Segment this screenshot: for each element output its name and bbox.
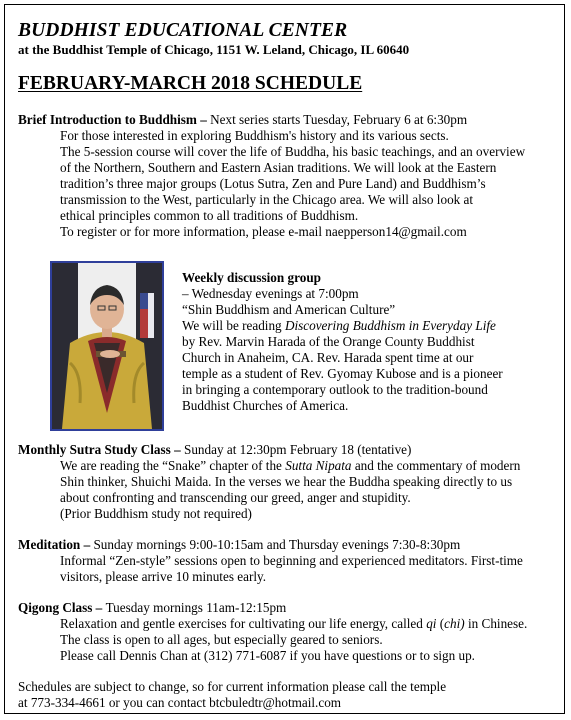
qigong-title: Qigong Class – [18,600,106,615]
qigong-line: The class is open to all ages, but especially geared to seniors. [60,632,383,647]
meditation-line: Informal “Zen-style” sessions open to beginning and experienced meditators. First-time [60,553,523,568]
intro-line: To register or for more information, please e-mail naepperson14@gmail.com [60,224,467,239]
intro-line: of the Northern, Southern and Eastern Asian traditions. We will look at the Eastern [60,160,497,175]
org-address: at the Buddhist Temple of Chicago, 1151 W. Leland, Chicago, IL 60640 [18,42,410,57]
weekly-book-title: Discovering Buddhism in Everyday Life [284,318,496,333]
intro-line: tradition’s three major groups (Lotus Sutra, Zen and Pure Land) and Buddhism’s [60,176,486,191]
sutra-line1-post: and the commentary of modern [351,458,521,473]
weekly-line: Buddhist Churches of America. [182,398,349,413]
weekly-line: in bringing a contemporary outlook to the tradition-bound [182,382,488,397]
weekly-line: by Rev. Marvin Harada of the Orange County Buddhist [182,334,475,349]
reverend-photo-image [52,263,162,429]
sutra-line: about confronting and transcending our greed, anger and stupidity. [60,490,411,505]
qigong-qi: qi [426,616,437,631]
qigong-chi: chi) [444,616,465,631]
intro-heading [18,112,467,127]
footer-line: Schedules are subject to change, so for current information please call the temple [18,679,447,694]
meditation-when: Sunday mornings 9:00-10:15am and Thursday evenings 7:30-8:30pm [93,537,461,552]
qigong-when: Tuesday mornings 11am-12:15pm [105,600,287,615]
weekly-when: – Wednesday evenings at 7:00pm [182,286,359,301]
weekly-line: Church in Anaheim, CA. Rev. Harada spent time at our [182,350,474,365]
weekly-reading-pre: We will be reading [182,318,285,333]
qigong-line1-mid: ( [436,616,445,631]
sutra-when: Sunday at 12:30pm February 18 (tentative) [183,442,412,457]
meditation-line: visitors, please arrive 10 minutes early. [60,569,267,584]
qigong-line1-pre: Relaxation and gentle exercises for cultivating our life energy, called [60,616,427,631]
intro-when: Next series starts Tuesday, February 6 at 6:30pm [210,112,468,127]
org-title: BUDDHIST EDUCATIONAL CENTER [18,20,348,41]
intro-line: ethical principles common to all traditions of Buddhism. [60,208,359,223]
qigong-heading [18,600,286,615]
footer-line: at 773-334-4661 or you can contact btcbuledtr@hotmail.com [18,695,342,710]
weekly-reading [182,318,496,333]
intro-line: transmission to the West, particularly in the Chicago area. We will also look at [60,192,474,207]
schedule-title: FEBRUARY-MARCH 2018 SCHEDULE [18,73,363,94]
intro-line: The 5-session course will cover the life of Buddha, his basic teachings, and an overview [60,144,526,159]
qigong-line [60,616,527,631]
qigong-line1-post: in Chinese. [464,616,528,631]
intro-line: For those interested in exploring Buddhism's history and its various sects. [60,128,449,143]
weekly-title: Weekly discussion group [182,270,321,285]
sutra-line [60,458,520,473]
sutra-line: Shin thinker, Shuichi Maida. In the verses we hear the Buddha speaking directly to us [60,474,513,489]
sutra-title: Monthly Sutra Study Class – [18,442,184,457]
sutra-line1-pre: We are reading the “Snake” chapter of the [60,458,286,473]
meditation-heading [18,537,460,552]
intro-title: Brief Introduction to Buddhism – [18,112,211,127]
meditation-title: Meditation – [18,537,94,552]
reverend-photo [50,261,164,431]
qigong-line: Please call Dennis Chan at (312) 771-6087 if you have questions or to sign up. [60,648,475,663]
weekly-line: temple as a student of Rev. Gyomay Kubose and is a pioneer [182,366,503,381]
weekly-topic: “Shin Buddhism and American Culture” [182,302,396,317]
sutra-heading [18,442,411,457]
sutra-line: (Prior Buddhism study not required) [60,506,252,521]
sutra-book-title: Sutta Nipata [285,458,352,473]
